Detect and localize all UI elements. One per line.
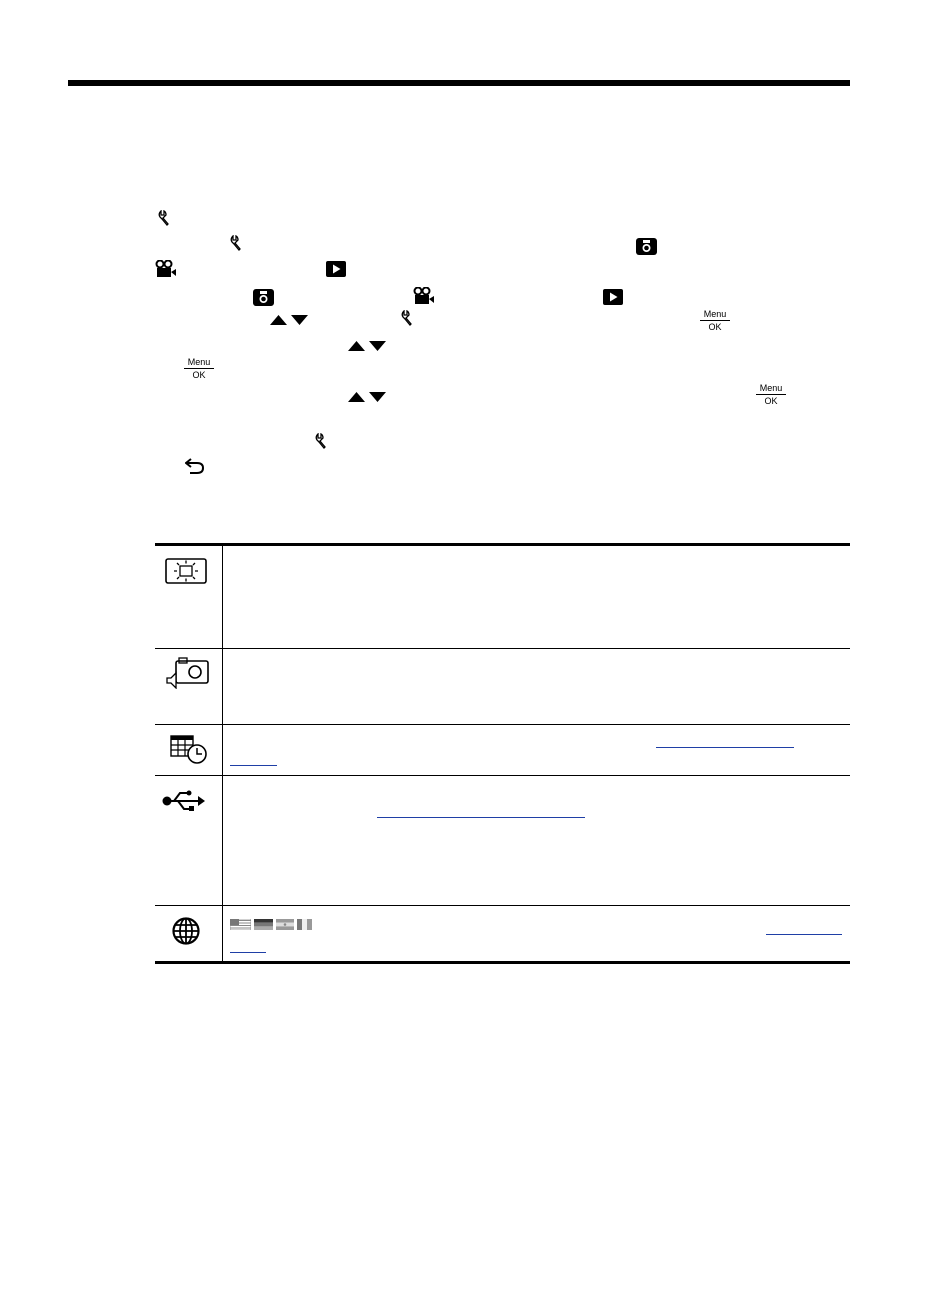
link-underline[interactable]	[766, 934, 842, 935]
display-brightness-icon	[165, 558, 207, 584]
up-down-arrows-icon	[348, 391, 386, 403]
top-rule	[68, 80, 850, 86]
usb-icon	[162, 790, 206, 812]
date-time-icon	[170, 735, 208, 765]
playback-icon	[326, 261, 346, 277]
up-down-arrows-icon	[270, 314, 308, 326]
ok-label: OK	[764, 396, 778, 406]
menu-label: Menu	[700, 309, 730, 321]
menu-ok-button-icon	[184, 357, 214, 380]
link-underline[interactable]	[377, 817, 585, 818]
language-globe-icon	[172, 917, 200, 945]
back-arrow-icon	[185, 456, 205, 474]
wrench-icon	[315, 433, 329, 449]
camera-icon	[636, 238, 657, 255]
ok-label: OK	[708, 322, 722, 332]
table-bottom-border	[155, 961, 850, 964]
ar-flag-icon	[276, 919, 294, 930]
menu-label: Menu	[756, 383, 786, 395]
camera-icon	[253, 289, 274, 306]
up-down-arrows-icon	[348, 340, 386, 352]
link-underline[interactable]	[656, 747, 794, 748]
wrench-icon	[230, 235, 244, 251]
camera-sound-icon	[166, 657, 210, 689]
table-row-divider	[155, 775, 850, 776]
link-underline[interactable]	[230, 952, 266, 953]
menu-ok-button-icon	[756, 383, 786, 406]
table-row-divider	[155, 905, 850, 906]
settings-table	[155, 543, 850, 964]
wrench-icon	[401, 310, 415, 326]
wrench-icon	[158, 210, 172, 226]
link-underline[interactable]	[230, 765, 277, 766]
table-top-border	[155, 543, 850, 546]
video-icon	[155, 260, 177, 278]
table-column-divider	[222, 546, 223, 961]
table-row-divider	[155, 724, 850, 725]
de-flag-icon	[254, 919, 273, 930]
menu-label: Menu	[184, 357, 214, 369]
menu-ok-button-icon	[700, 309, 730, 332]
video-icon	[413, 287, 435, 305]
ok-label: OK	[192, 370, 206, 380]
us-flag-icon	[230, 919, 251, 930]
it-flag-icon	[297, 919, 312, 930]
playback-icon	[603, 289, 623, 305]
table-row-divider	[155, 648, 850, 649]
